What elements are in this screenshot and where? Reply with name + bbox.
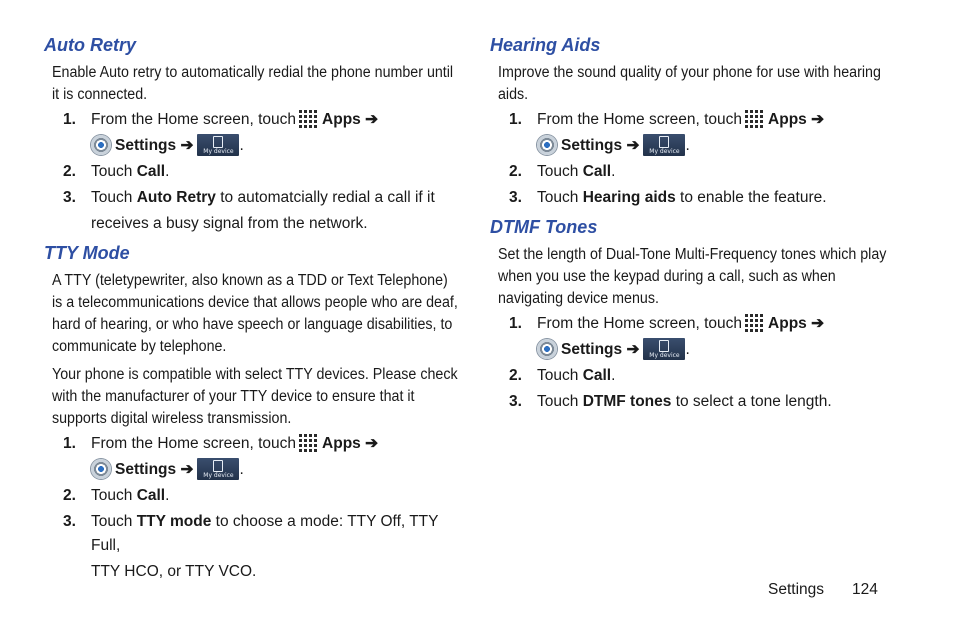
call-label: Call <box>582 163 612 180</box>
step-text: to choose a mode: TTY Off, TTY Full, <box>91 513 439 554</box>
call-label: Call <box>136 487 166 504</box>
settings-label: Settings ➔ <box>561 137 640 154</box>
period: . <box>611 367 616 384</box>
my-device-label: My device <box>649 148 680 155</box>
dtmf-step-1 <box>490 312 890 362</box>
step-number: 3. <box>509 189 522 206</box>
step-line-2: receives a busy signal from the network. <box>91 215 368 232</box>
tty-step-2 <box>44 484 454 508</box>
settings-label: Settings ➔ <box>115 461 194 478</box>
my-device-tab-icon <box>197 134 239 156</box>
touch-text: Touch <box>537 163 579 180</box>
step-text: From the Home screen, touch <box>91 111 297 128</box>
my-device-label: My device <box>203 148 234 155</box>
settings-gear-icon <box>537 339 557 359</box>
my-device-tab-icon <box>643 338 685 360</box>
step-line-2 <box>537 338 890 362</box>
apps-grid-icon <box>745 312 765 332</box>
my-device-tab-icon <box>197 458 239 480</box>
apps-grid-icon <box>299 432 319 452</box>
settings-label: Settings ➔ <box>561 341 640 358</box>
touch-text: Touch <box>91 189 133 206</box>
touch-text: Touch <box>91 163 133 180</box>
step-line-2: TTY HCO, or TTY VCO. <box>91 563 257 580</box>
tty-mode-para-1: A TTY (teletypewriter, also known as a TDD or Text Telephone) is a telecommunications device that allows people who are deaf, hard of hearing, or who have speech or language disabilities, to communicate by telephone. <box>52 272 458 355</box>
touch-text: Touch <box>537 367 579 384</box>
settings-gear-icon <box>537 135 557 155</box>
period: . <box>685 341 690 358</box>
settings-label: Settings ➔ <box>115 137 194 154</box>
device-glyph-icon <box>659 340 669 352</box>
device-glyph-icon <box>213 136 223 148</box>
touch-text: Touch <box>537 393 579 410</box>
tty-mode-para-2: Your phone is compatible with select TTY devices. Please check with the manufacturer of your TTY device to ensure that it supports digital wireless transmission. <box>52 366 458 427</box>
my-device-label: My device <box>649 352 680 359</box>
touch-text: Touch <box>91 487 133 504</box>
step-number: 2. <box>63 163 76 180</box>
hearing-step-1 <box>490 108 890 158</box>
step-number: 2. <box>63 487 76 504</box>
my-device-tab-icon <box>643 134 685 156</box>
hearing-aids-intro: Improve the sound quality of your phone for use with hearing aids. <box>498 64 881 103</box>
period: . <box>239 461 244 478</box>
step-text: From the Home screen, touch <box>91 435 297 452</box>
footer-page-number: 124 <box>852 581 878 598</box>
period: . <box>239 137 244 154</box>
device-glyph-icon <box>213 460 223 472</box>
step-number: 1. <box>509 111 522 128</box>
auto-retry-steps <box>44 108 454 236</box>
apps-label: Apps ➔ <box>768 111 825 128</box>
auto-retry-step-1 <box>44 108 454 158</box>
step-line-2 <box>91 458 454 482</box>
step-text: to automatcially redial a call if it <box>220 189 435 206</box>
touch-text: Touch <box>91 513 133 530</box>
auto-retry-step-2 <box>44 160 454 184</box>
period: . <box>611 163 616 180</box>
hearing-aids-label: Hearing aids <box>582 189 676 206</box>
my-device-label: My device <box>203 472 234 479</box>
device-glyph-icon <box>659 136 669 148</box>
apps-label: Apps ➔ <box>322 435 379 452</box>
settings-gear-icon <box>91 135 111 155</box>
step-line-2 <box>537 134 890 158</box>
call-label: Call <box>582 367 612 384</box>
tty-step-3 <box>44 510 454 584</box>
dtmf-step-3 <box>490 390 890 414</box>
right-column <box>490 34 890 414</box>
hearing-aids-heading: Hearing Aids <box>490 35 601 55</box>
step-text: to enable the feature. <box>680 189 827 206</box>
period: . <box>165 163 170 180</box>
call-label: Call <box>136 163 166 180</box>
auto-retry-heading: Auto Retry <box>44 35 137 55</box>
step-text: From the Home screen, touch <box>537 111 743 128</box>
period: . <box>685 137 690 154</box>
hearing-aids-steps <box>490 108 890 210</box>
touch-text: Touch <box>537 189 579 206</box>
auto-retry-intro: Enable Auto retry to automatically redial the phone number until it is connected. <box>52 64 454 103</box>
tty-step-1 <box>44 432 454 482</box>
tty-mode-heading: TTY Mode <box>44 243 130 263</box>
footer-section-name: Settings <box>768 581 825 598</box>
tty-mode-steps <box>44 432 454 584</box>
apps-grid-icon <box>745 108 765 128</box>
apps-label: Apps ➔ <box>322 111 379 128</box>
dtmf-step-2 <box>490 364 890 388</box>
left-column <box>44 34 458 584</box>
dtmf-tones-heading: DTMF Tones <box>490 217 598 237</box>
step-number: 1. <box>63 435 76 452</box>
apps-grid-icon <box>299 108 319 128</box>
apps-label: Apps ➔ <box>768 315 825 332</box>
auto-retry-label: Auto Retry <box>136 189 216 206</box>
step-number: 1. <box>63 111 76 128</box>
step-line-2 <box>91 134 454 158</box>
step-number: 3. <box>63 513 76 530</box>
hearing-step-2 <box>490 160 890 184</box>
step-number: 2. <box>509 163 522 180</box>
dtmf-steps <box>490 312 890 414</box>
step-number: 3. <box>63 189 76 206</box>
step-text: to select a tone length. <box>675 393 832 410</box>
period: . <box>165 487 170 504</box>
dtmf-tones-intro: Set the length of Dual-Tone Multi-Frequency tones which play when you use the keypad during a call, such as when navigating device menus. <box>498 246 887 307</box>
tty-mode-label: TTY mode <box>136 513 212 530</box>
step-number: 1. <box>509 315 522 332</box>
hearing-step-3 <box>490 186 890 210</box>
step-number: 3. <box>509 393 522 410</box>
auto-retry-step-3 <box>44 186 454 236</box>
step-number: 2. <box>509 367 522 384</box>
settings-gear-icon <box>91 459 111 479</box>
step-text: From the Home screen, touch <box>537 315 743 332</box>
dtmf-tones-label: DTMF tones <box>582 393 672 410</box>
